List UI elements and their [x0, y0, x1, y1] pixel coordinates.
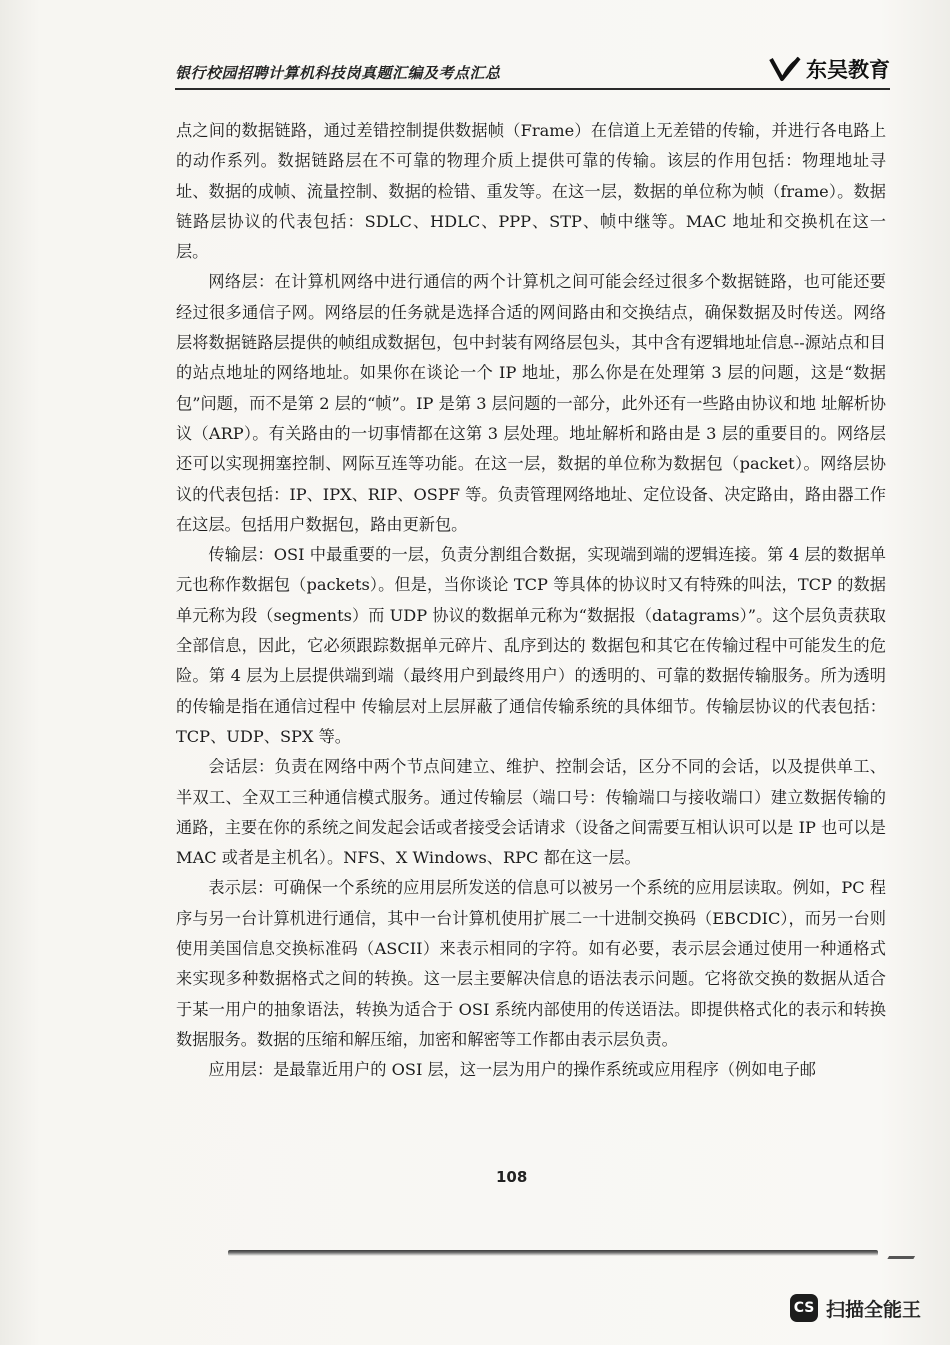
paragraph-data-link-continued: 点之间的数据链路，通过差错控制提供数据帧（Frame）在信道上无差错的传输，并进行各电路上的动作系列。数据链路层在不可靠的物理介质上提供可靠的传输。该层的作用包括：物理地址寻址、数据的成帧、流量控制、数据的检错、重发等。在这一层，数据的单位称为帧（frame）。数据链路层协议的代表包括：SDLC、HDLC、PPP、STP、帧中继等。MAC 地址和交换机在这一层。 [176, 121, 886, 262]
body-text [176, 116, 886, 1086]
paragraph-transport-layer: 传输层：OSI 中最重要的一层，负责分割组合数据，实现端到端的逻辑连接。第 4 层的数据单元也称作数据包（packets）。但是，当你谈论 TCP 等具体的协议时又有特殊的叫法，TCP 的数据单元称为段（segments）而 UDP 协议的数据单元称为“数据报（datagrams）”。这个层负责获取全部信息，因此，它必须跟踪数据单元碎片、乱序到达的 数据包和其它在传输过程中可能发生的危险。第 4 层为上层提供端到端（最终用户到最终用户）的透明的、可靠的数据传输服务。所为透明的传输是指在通信过程中 传输层对上层屏蔽了通信传输系统的具体细节。传输层协议的代表包括：TCP、UDP、SPX 等。 [176, 545, 886, 746]
paragraph-network-layer: 网络层：在计算机网络中进行通信的两个计算机之间可能会经过很多个数据链路，也可能还要经过很多通信子网。网络层的任务就是选择合适的网间路由和交换结点，确保数据及时传送。网络层将数据链路层提供的帧组成数据包，包中封装有网络层包头，其中含有逻辑地址信息--源站点和目的站点地址的网络地址。如果你在谈论一个 IP 地址，那么你是在处理第 3 层的问题，这是“数据包”问题，而不是第 2 层的“帧”。IP 是第 3 层问题的一部分，此外还有一些路由协议和地 址解析协议（ARP）。有关路由的一切事情都在这第 3 层处理。地址解析和路由是 3 层的重要目的。网络层还可以实现拥塞控制、网际互连等功能。在这一层，数据的单位称为数据包（packet）。网络层协议的代表包括：IP、IPX、RIP、OSPF 等。负责管理网络地址、定位设备、决定路由，路由器工作在这层。包括用户数据包，路由更新包。 [176, 272, 886, 534]
dongwu-logo-icon [768, 55, 802, 83]
camscanner-icon: CS [790, 1294, 818, 1322]
header-title: 银行校园招聘计算机科技岗真题汇编及考点汇总 [175, 64, 501, 82]
page-header [175, 58, 890, 90]
page-number: 108 [496, 1168, 528, 1186]
scanner-watermark [790, 1294, 921, 1322]
publisher-logo [768, 54, 890, 84]
paragraph-presentation-layer: 表示层：可确保一个系统的应用层所发送的信息可以被另一个系统的应用层读取。例如，PC 程序与另一台计算机进行通信，其中一台计算机使用扩展二一十进制交换码（EBCDIC），而另一台则使用美国信息交换标准码（ASCII）来表示相同的字符。如有必要，表示层会通过使用一种通格式来实现多种数据格式之间的转换。这一层主要解决信息的语法表示问题。它将欲交换的数据从适合于某一用户的抽象语法，转换为适合于 OSI 系统内部使用的传送语法。即提供格式化的表示和转换数据服务。数据的压缩和解压缩，加密和解密等工作都由表示层负责。 [176, 878, 886, 1049]
paragraph-session-layer: 会话层：负责在网络中两个节点间建立、维护、控制会话，区分不同的会话，以及提供单工、半双工、全双工三种通信模式服务。通过传输层（端口号：传输端口与接收端口）建立数据传输的通路，主要在你的系统之间发起会话或者接受会话请求（设备之间需要互相认识可以是 IP 也可以是 MAC 或者是主机名）。NFS、X Windows、RPC 都在这一层。 [176, 757, 886, 868]
page-bottom-edge [228, 1250, 878, 1256]
logo-text: 东吴教育 [806, 58, 890, 82]
paragraph-application-layer: 应用层：是最靠近用户的 OSI 层，这一层为用户的操作系统或应用程序（例如电子邮 [208, 1060, 816, 1080]
scanner-app-name: 扫描全能王 [826, 1298, 922, 1321]
